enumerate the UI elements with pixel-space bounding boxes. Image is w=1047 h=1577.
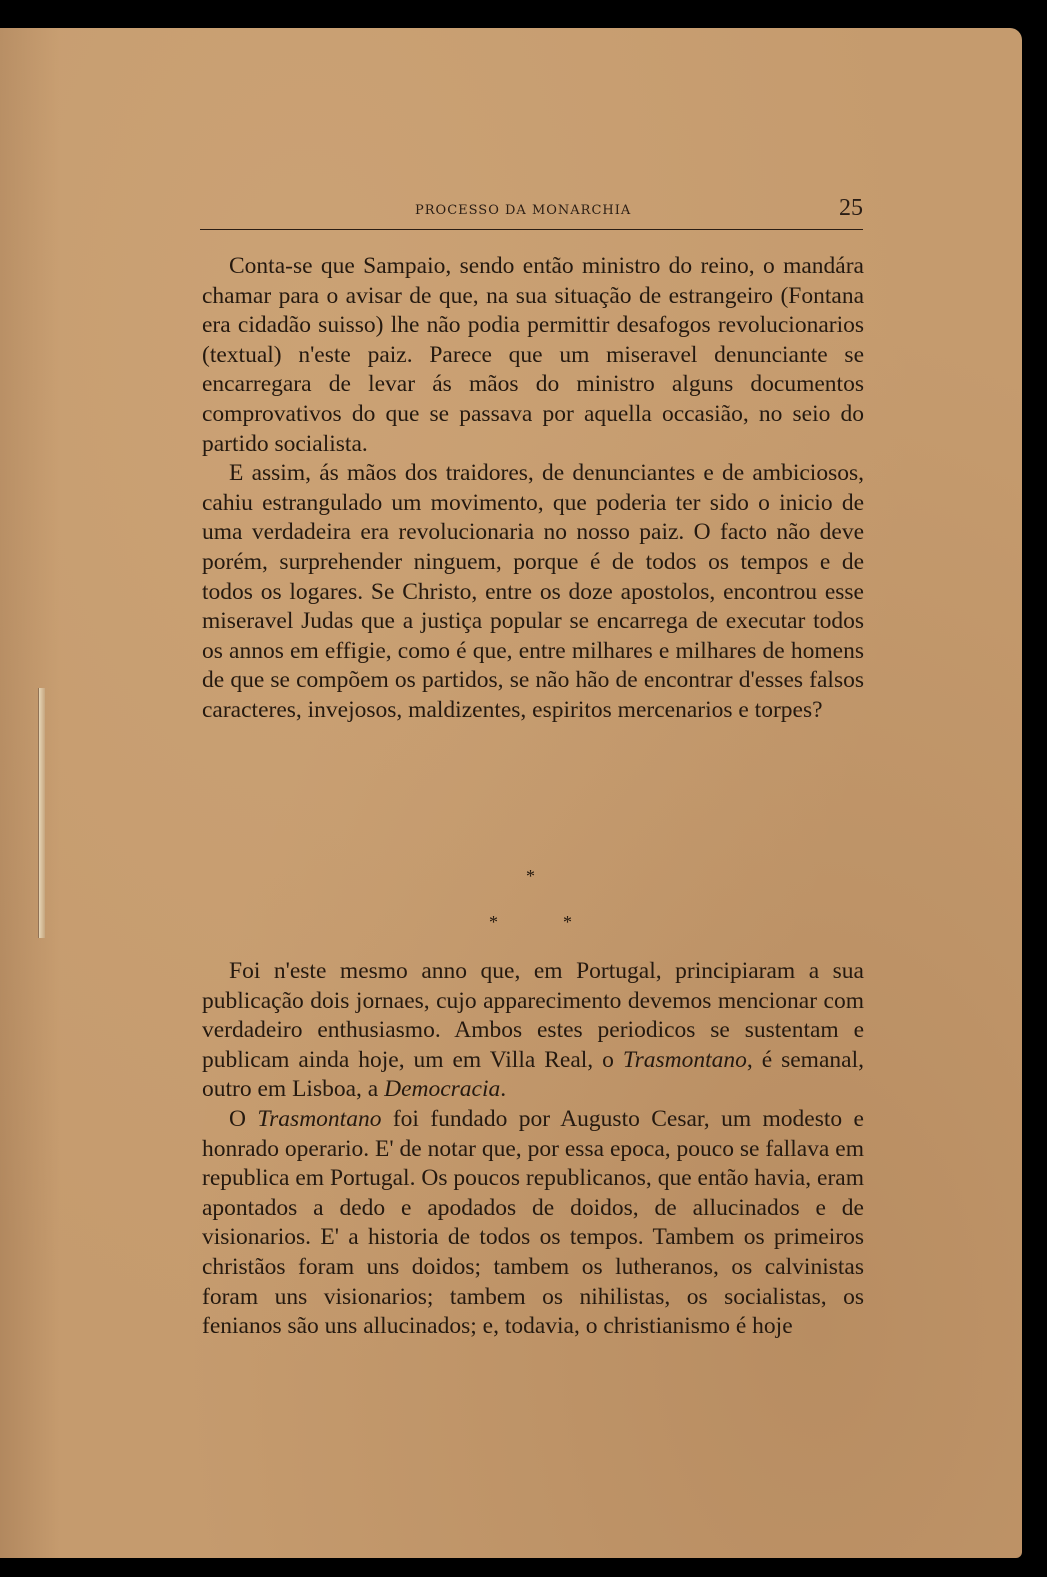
paragraph-text: Foi n'este mesmo anno que, em Portugal, principiaram a sua publicação dois jornaes, cujo apparecimento devemos mencionar com verdadeiro enthusiasmo. Ambos estes periodicos se sustentam e publicam ainda hoje, um em Villa Real, o <box>202 958 864 1073</box>
paragraph-text: . <box>500 1076 507 1103</box>
newspaper-title: Trasmontano <box>622 1046 747 1073</box>
header-rule <box>200 229 863 230</box>
paragraph-text: O <box>229 1105 258 1132</box>
binding-thread <box>38 688 45 938</box>
paragraph: E assim, ás mãos dos traidores, de denunciantes e de ambiciosos, cahiu estrangulado um movimento, que poderia ter sido o inicio de uma verdadeira era revolucionaria no nosso paiz. O facto não deve porém, surprehender ninguem, porque é de todos os tempos e de todos os logares. Se Christo, entre os doze apostolos, encontrou esse miseravel Judas que a justiça popular se encarrega de executar todos os annos em effigie, como é que, entre milhares e milhares de homens de que se compõem os partidos, se não hão de encontrar d'esses falsos caracteres, invejosos, maldizentes, espiritos mercenarios e torpes? <box>202 460 864 723</box>
section-separator-asterisk: * <box>526 866 535 886</box>
paragraph-text: , é semanal, outro em Lisboa, a <box>202 1046 864 1103</box>
text-section-2 <box>202 957 864 1342</box>
running-title: PROCESSO DA MONARCHIA <box>415 203 632 218</box>
page-number: 25 <box>839 195 863 221</box>
section-separator-asterisk: * <box>563 912 572 932</box>
paragraph <box>202 1105 864 1342</box>
book-page <box>0 28 1022 1558</box>
paragraph-text: foi fundado por Augusto Cesar, um modesto e honrado operario. E' de notar que, por essa epoca, pouco se fallava em republica em Portugal. Os poucos republicanos, que então havia, eram apontados a dedo e apodados de doidos, de allucinados e de visionarios. E' a historia de todos os tempos. Tambem os primeiros christãos foram uns doidos; tambem os lutheranos, os calvinistas foram uns visionarios; tambem os nihilistas, os socialistas, os fenianos são uns allucinados; e, todavia, o christianismo é hoje <box>202 1105 864 1340</box>
newspaper-title: Democracia <box>384 1076 501 1103</box>
page-header <box>200 191 863 231</box>
section-separator-asterisk: * <box>489 912 498 932</box>
paragraph: Conta-se que Sampaio, sendo então ministro do reino, o mandára chamar para o avisar de que, na sua situação de estrangeiro (Fontana era cidadão suisso) lhe não podia permittir desafogos revolucionarios (textual) n'este paiz. Parece que um miseravel denunciante se encarregara de levar ás mãos do ministro alguns documentos comprovativos do que se passava por aquella occasião, no seio do partido socialista. <box>202 253 864 457</box>
paragraph <box>202 957 864 1105</box>
text-section-1 <box>202 252 864 726</box>
newspaper-title: Trasmontano <box>257 1105 382 1132</box>
